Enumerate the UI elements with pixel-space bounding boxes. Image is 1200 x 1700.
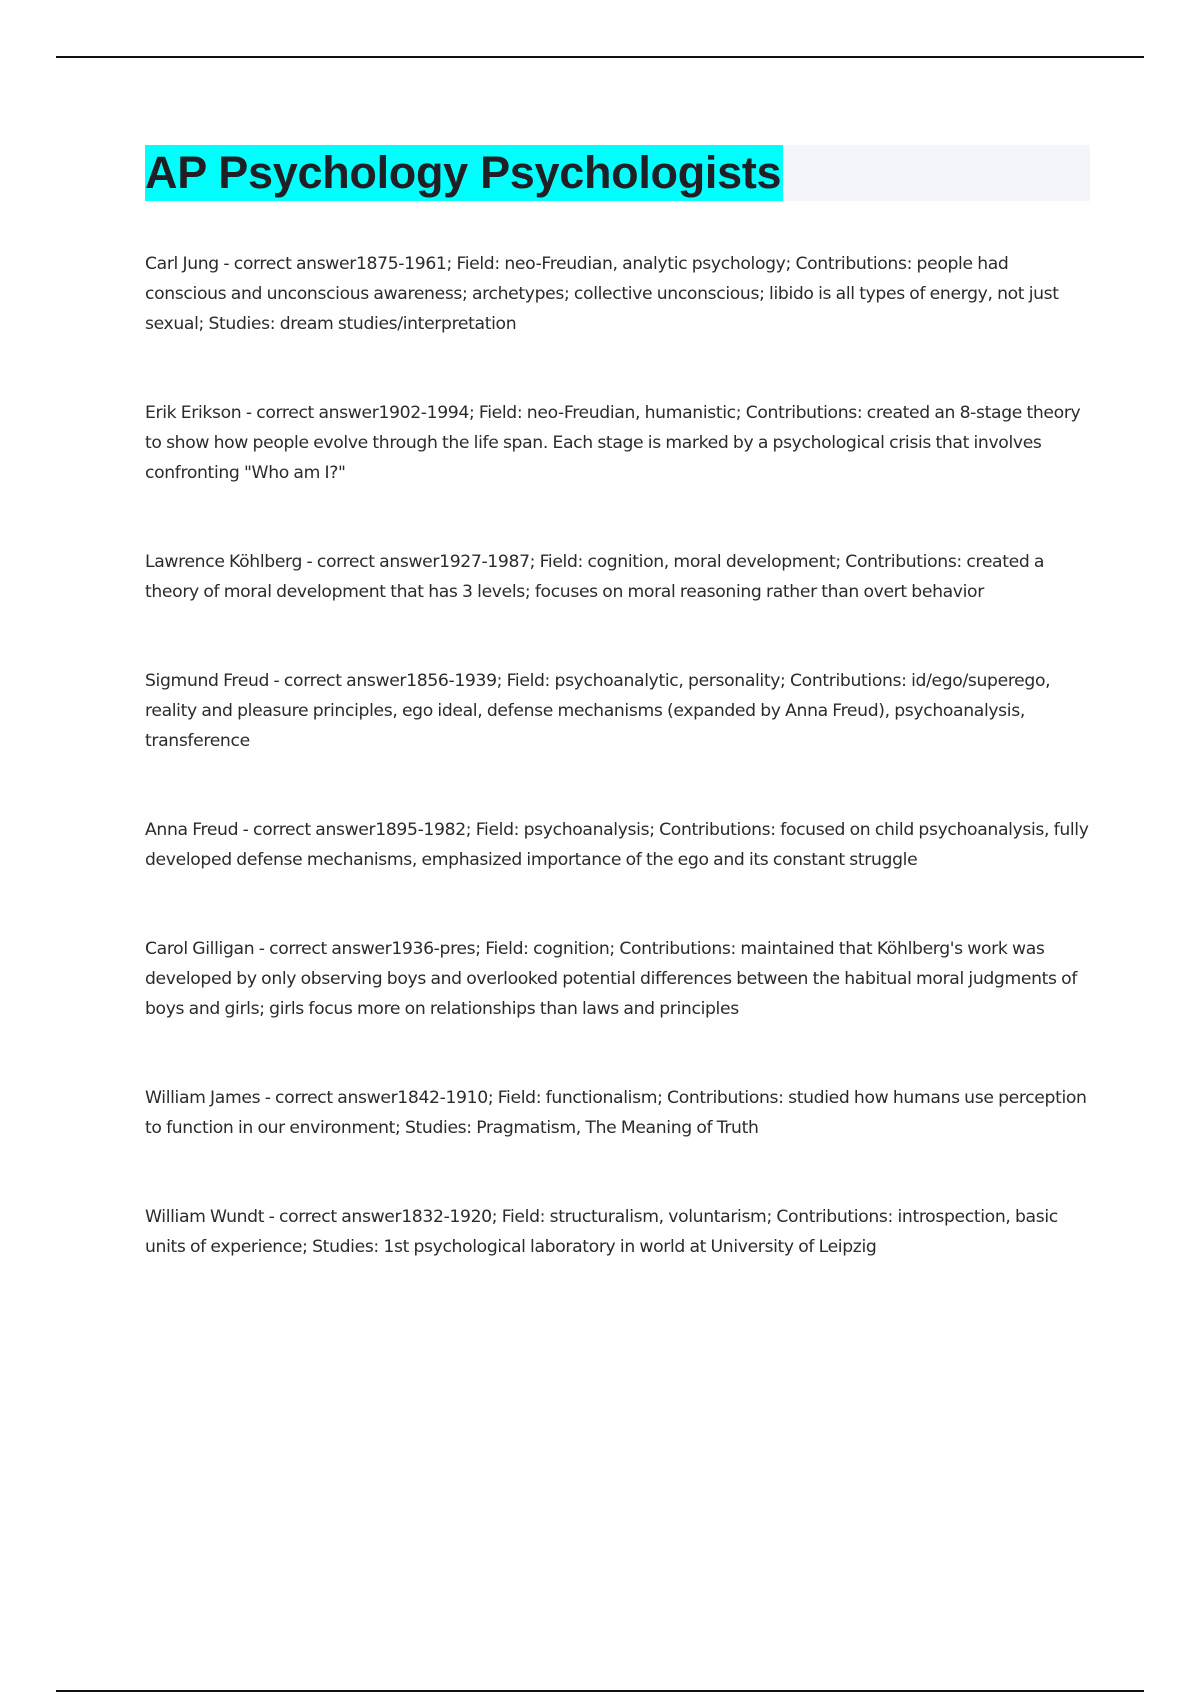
top-rule	[56, 56, 1144, 58]
entry-william-james: William James - correct answer1842-1910; Field: functionalism; Contributions: studied how humans use perception to function in our environment; Studies: Pragmatism, The Meaning of Truth	[145, 1088, 1087, 1138]
entry-william-wundt: William Wundt - correct answer1832-1920; Field: structuralism, voluntarism; Contributions: introspection, basic units of experience; Studies: 1st psychological laboratory in world at University of Leipzig	[145, 1207, 1058, 1257]
entry-erik-erikson: Erik Erikson - correct answer1902-1994; Field: neo-Freudian, humanistic; Contributions: created an 8-stage theory to show how people evolve through the life span. Each stage is marked by a psychological crisis that involves confronting "Who am I?"	[145, 403, 1081, 483]
title-band	[145, 145, 1090, 201]
document-body	[145, 145, 1090, 1321]
entry-list	[145, 249, 1090, 1262]
entry-carl-jung: Carl Jung - correct answer1875-1961; Field: neo-Freudian, analytic psychology; Contributions: people had conscious and unconscious awareness; archetypes; collective unconscious; libido is all types of energy, not just sexual; Studies: dream studies/interpretation	[145, 254, 1059, 334]
entry-lawrence-kohlberg: Lawrence Köhlberg - correct answer1927-1987; Field: cognition, moral development; Contributions: created a theory of moral development that has 3 levels; focuses on moral reasoning rather than overt behavior	[145, 552, 1045, 602]
bottom-rule	[56, 1690, 1144, 1692]
entry-sigmund-freud: Sigmund Freud - correct answer1856-1939; Field: psychoanalytic, personality; Contributions: id/ego/superego, reality and pleasure principles, ego ideal, defense mechanisms (expanded by Anna Freud), psychoanalysis, transference	[145, 671, 1051, 751]
entry-carol-gilligan: Carol Gilligan - correct answer1936-pres; Field: cognition; Contributions: maintained that Köhlberg's work was developed by only observing boys and overlooked potential differences between the habitual moral judgments of boys and girls; girls focus more on relationships than laws and principles	[145, 939, 1078, 1019]
page-title: AP Psychology Psychologists	[145, 145, 783, 201]
entry-anna-freud: Anna Freud - correct answer1895-1982; Field: psychoanalysis; Contributions: focused on child psychoanalysis, fully developed defense mechanisms, emphasized importance of the ego and its constant struggle	[145, 820, 1089, 870]
